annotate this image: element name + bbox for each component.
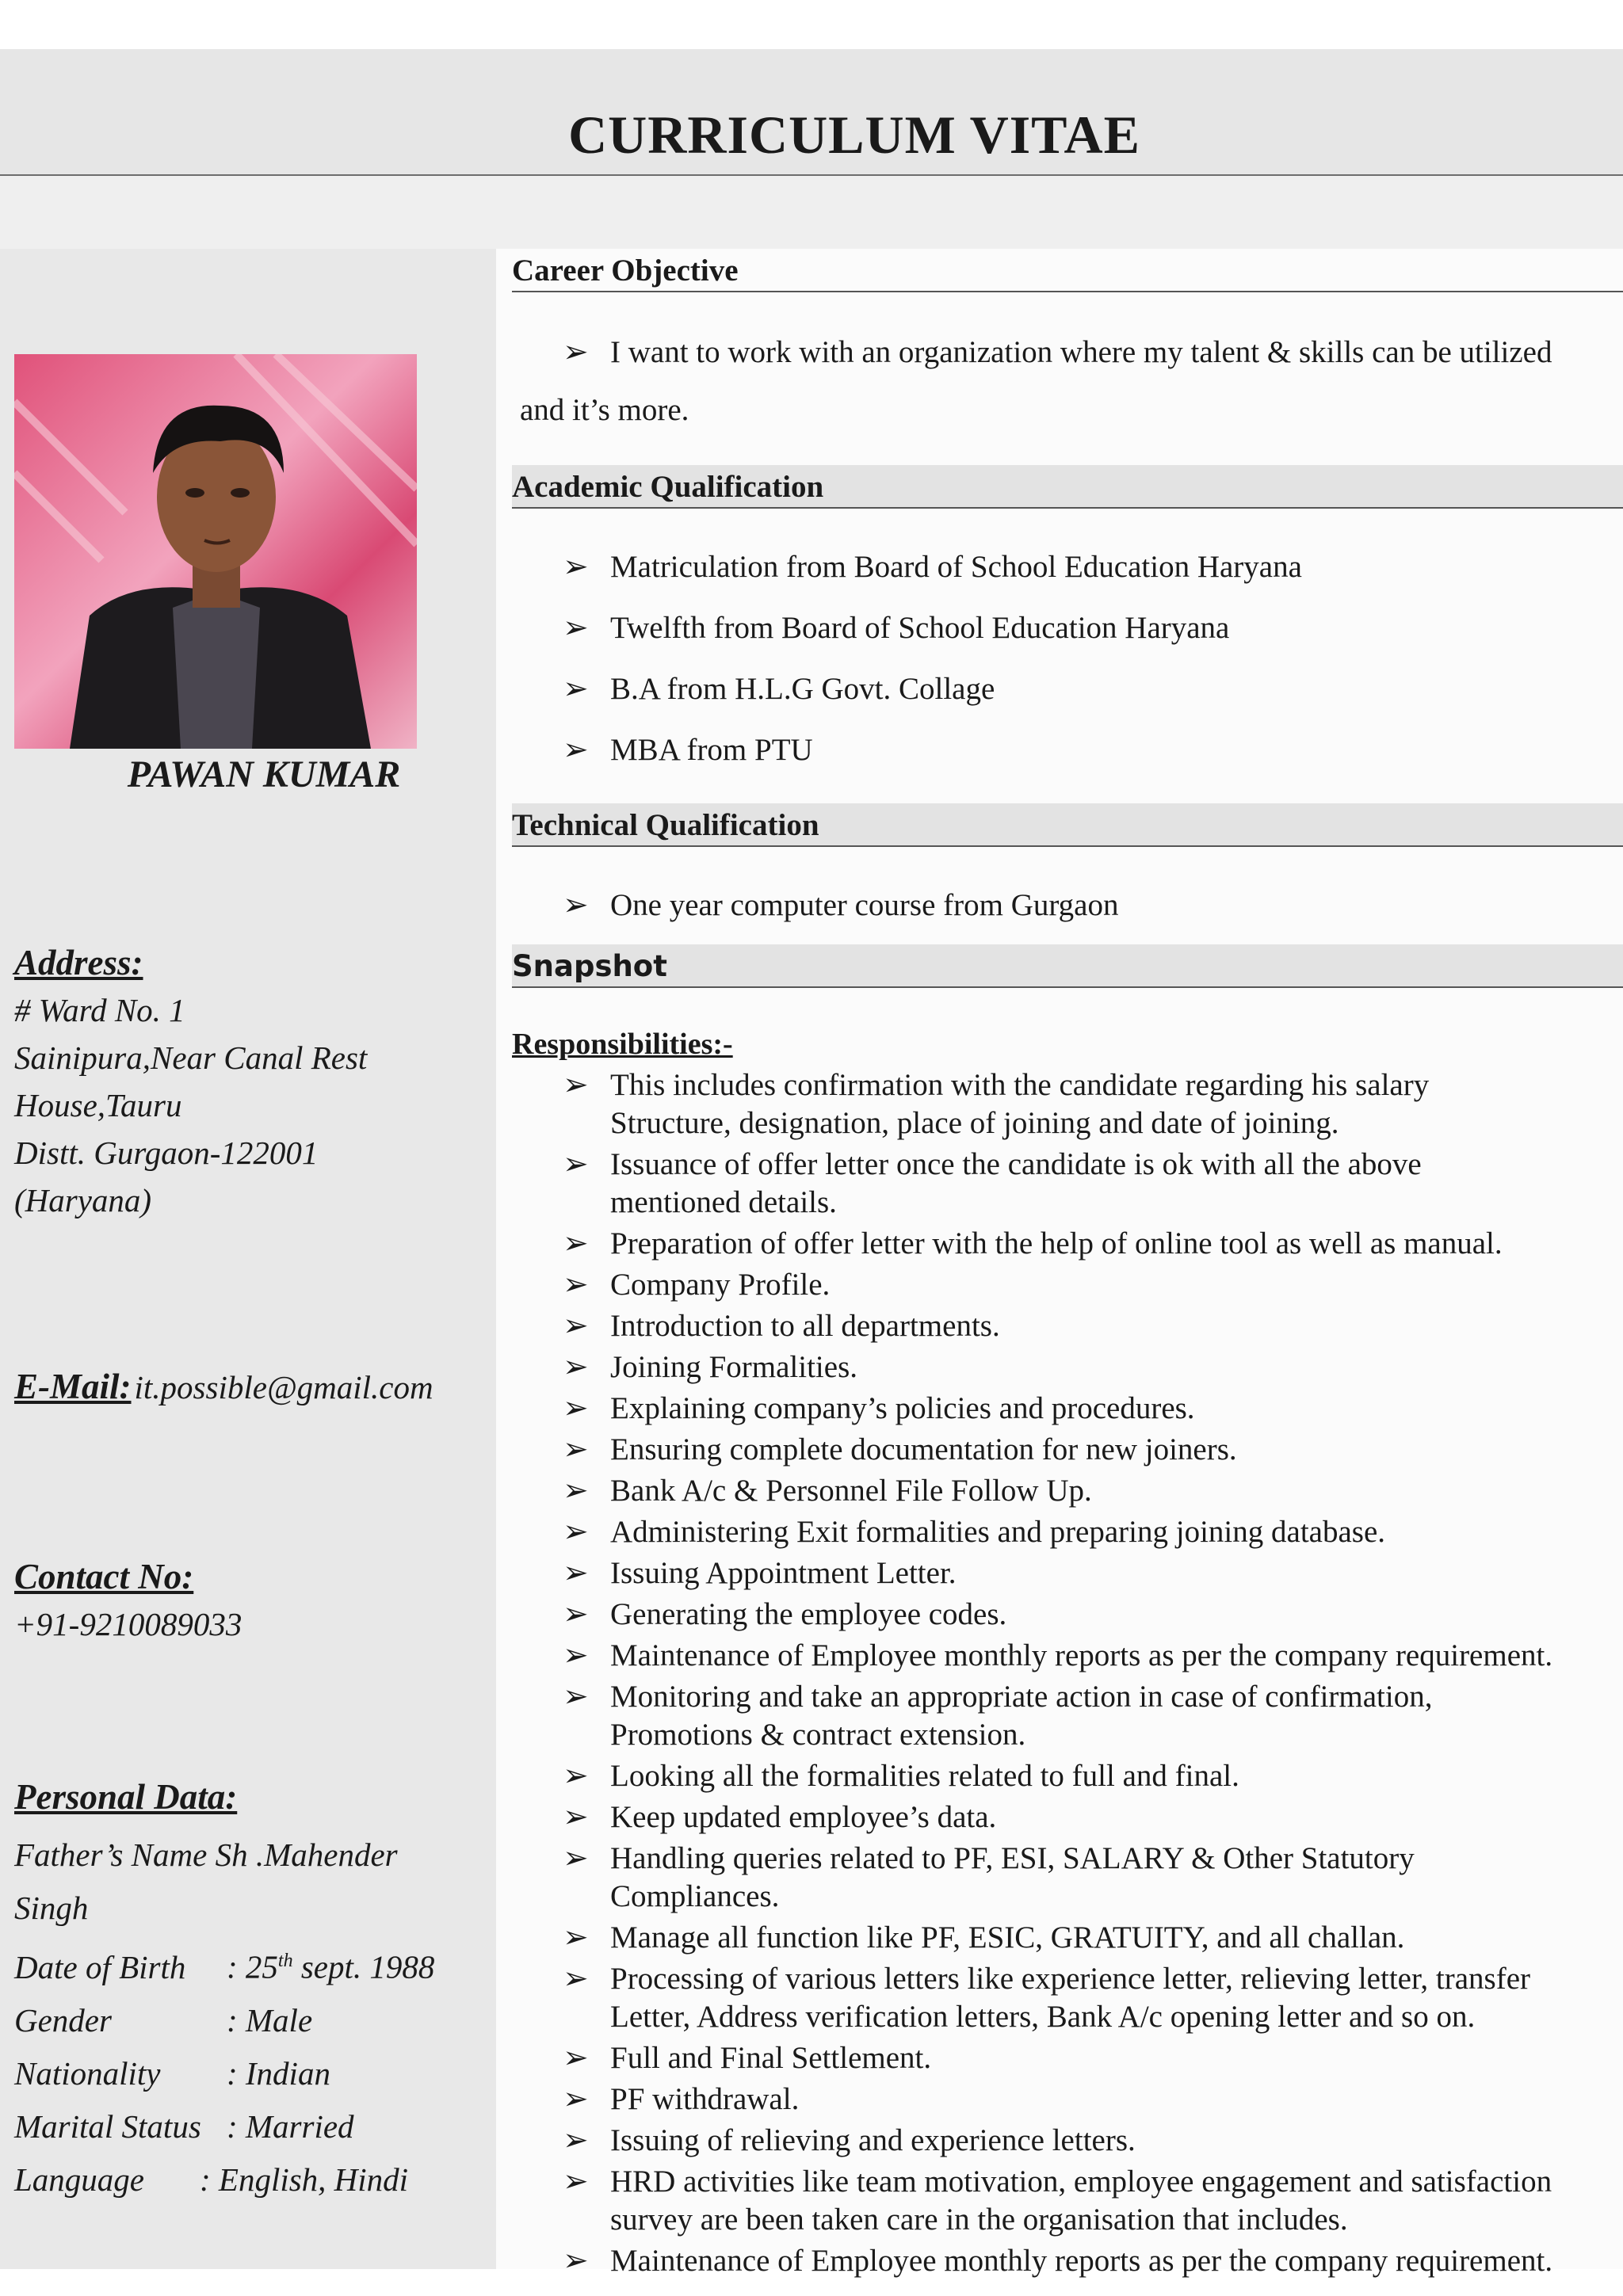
responsibility-item	[563, 1919, 1617, 1957]
responsibility-text-cont: Letter, Address verification letters, Bank A/c opening letter and so on.	[610, 2000, 1476, 2034]
email-heading: E-Mail:	[14, 1367, 132, 1406]
responsibility-text: Maintenance of Employee monthly reports as per the company requirement.	[610, 1638, 1553, 1672]
responsibility-text: Bank A/c & Personnel File Follow Up.	[610, 1474, 1092, 1508]
gender-value: : Male	[227, 2001, 313, 2039]
responsibility-item	[563, 2039, 1617, 2077]
responsibility-item	[563, 1554, 1617, 1592]
responsibility-text: Joining Formalities.	[610, 1350, 857, 1384]
responsibility-text: Introduction to all departments.	[610, 1309, 1000, 1343]
address-heading: Address:	[14, 943, 143, 982]
responsibility-item	[563, 2122, 1617, 2160]
marital-label: Marital Status	[14, 2107, 201, 2145]
title-band	[0, 49, 1623, 176]
responsibility-item	[563, 1146, 1617, 1222]
nationality-value: : Indian	[227, 2054, 330, 2092]
bullet-arrow-icon: ➢	[563, 611, 589, 645]
bullet-arrow-icon: ➢	[563, 1391, 589, 1425]
responsibility-item	[563, 1798, 1617, 1836]
bullet-arrow-icon: ➢	[563, 1597, 589, 1631]
technical-item-text: One year computer course from Gurgaon	[610, 888, 1119, 922]
email-block	[14, 1363, 433, 1410]
contact-block	[14, 1553, 490, 1648]
bullet-arrow-icon: ➢	[563, 1920, 589, 1955]
bullet-arrow-icon: ➢	[563, 1556, 589, 1590]
dob-row	[14, 1935, 490, 1994]
father-name-line-cont: Singh	[14, 1890, 89, 1926]
bullet-arrow-icon: ➢	[563, 1147, 589, 1181]
academic-item-text: Twelfth from Board of School Education Haryana	[610, 611, 1230, 645]
responsibility-text: PF withdrawal.	[610, 2082, 800, 2116]
personal-data-heading: Personal Data:	[14, 1777, 238, 1817]
candidate-name: PAWAN KUMAR	[127, 753, 401, 795]
bullet-arrow-icon: ➢	[563, 1638, 589, 1672]
nationality-label: Nationality	[14, 2054, 161, 2092]
responsibility-text: Preparation of offer letter with the help of online tool as well as manual.	[610, 1226, 1503, 1261]
career-objective-heading: Career Objective	[512, 249, 1623, 292]
responsibility-text-cont: mentioned details.	[610, 1185, 837, 1219]
responsibility-text: Manage all function like PF, ESIC, GRATUITY, and all challan.	[610, 1920, 1405, 1955]
bullet-arrow-icon: ➢	[563, 2082, 589, 2116]
responsibility-item	[563, 1431, 1617, 1469]
responsibility-text: Ensuring complete documentation for new joiners.	[610, 1432, 1237, 1466]
language-value: : English, Hindi	[200, 2161, 409, 2198]
bullet-arrow-icon: ➢	[563, 2123, 589, 2157]
responsibility-item	[563, 1637, 1617, 1675]
bullet-arrow-icon: ➢	[563, 1226, 589, 1261]
responsibility-item	[563, 1596, 1617, 1634]
responsibility-text: Issuing of relieving and experience letters.	[610, 2123, 1136, 2157]
responsibility-item	[563, 1266, 1617, 1304]
responsibility-text: Explaining company’s policies and procedures.	[610, 1391, 1195, 1425]
gender-row	[14, 1994, 490, 2047]
dob-value: : 25	[227, 1948, 278, 1985]
bullet-arrow-icon: ➢	[563, 1515, 589, 1549]
address-block	[14, 939, 490, 1224]
bullet-arrow-icon: ➢	[563, 1309, 589, 1343]
bullet-arrow-icon: ➢	[563, 888, 589, 922]
bullet-arrow-icon: ➢	[563, 733, 589, 767]
responsibility-text: Monitoring and take an appropriate action in case of confirmation,	[610, 1680, 1433, 1714]
marital-value: : Married	[227, 2107, 354, 2145]
academic-item-text: Matriculation from Board of School Education Haryana	[610, 550, 1302, 584]
responsibility-text-cont: Compliances.	[610, 1879, 780, 1913]
bullet-arrow-icon: ➢	[563, 1759, 589, 1793]
dob-suffix: th	[277, 1951, 293, 1971]
document-title: CURRICULUM VITAE	[568, 105, 1140, 165]
responsibility-item	[563, 1757, 1617, 1795]
responsibility-item	[563, 1513, 1617, 1551]
responsibility-item	[563, 2163, 1617, 2239]
nationality-row	[14, 2047, 490, 2100]
portrait-illustration	[14, 354, 417, 749]
academic-heading: Academic Qualification	[512, 465, 1623, 509]
responsibility-text: Handling queries related to PF, ESI, SALARY & Other Statutory	[610, 1841, 1415, 1875]
bullet-arrow-icon: ➢	[563, 335, 589, 369]
bullet-arrow-icon: ➢	[563, 1432, 589, 1466]
responsibility-text: Issuing Appointment Letter.	[610, 1556, 957, 1590]
address-line: Distt. Gurgaon-122001	[14, 1135, 319, 1171]
responsibilities-list	[563, 1066, 1617, 2283]
address-line: (Haryana)	[14, 1182, 152, 1219]
responsibility-item	[563, 1066, 1617, 1142]
responsibility-text: Looking all the formalities related to full and final.	[610, 1759, 1239, 1793]
responsibility-text: HRD activities like team motivation, employee engagement and satisfaction	[610, 2164, 1552, 2199]
bullet-arrow-icon: ➢	[563, 1068, 589, 1102]
email-value[interactable]: it.possible@gmail.com	[134, 1369, 433, 1405]
responsibility-item	[563, 1307, 1617, 1345]
responsibility-item	[563, 1472, 1617, 1510]
responsibility-item	[563, 1225, 1617, 1263]
responsibility-text: Keep updated employee’s data.	[610, 1800, 997, 1834]
marital-row	[14, 2100, 490, 2153]
responsibility-item	[563, 2242, 1617, 2280]
career-objective-text-cont: and it’s more.	[520, 393, 689, 427]
responsibility-text: This includes confirmation with the candidate regarding his salary	[610, 1068, 1430, 1102]
father-name-line: Father’s Name Sh .Mahender	[14, 1836, 398, 1873]
address-line: # Ward No. 1	[14, 992, 185, 1028]
personal-data-block	[14, 1773, 490, 2206]
bullet-arrow-icon: ➢	[563, 1800, 589, 1834]
responsibility-item	[563, 1390, 1617, 1428]
bullet-arrow-icon: ➢	[563, 1962, 589, 1996]
dob-label: Date of Birth	[14, 1948, 186, 1985]
responsibility-text: Company Profile.	[610, 1268, 831, 1302]
bullet-arrow-icon: ➢	[563, 1680, 589, 1714]
bullet-arrow-icon: ➢	[563, 1350, 589, 1384]
address-line: House,Tauru	[14, 1087, 182, 1123]
gender-label: Gender	[14, 2001, 112, 2039]
responsibility-item	[563, 1840, 1617, 1916]
bullet-arrow-icon: ➢	[563, 550, 589, 584]
spacer-band	[0, 176, 1623, 249]
language-row	[14, 2153, 490, 2206]
profile-photo	[14, 354, 417, 749]
dob-rest: sept. 1988	[292, 1948, 435, 1985]
contact-value: +91-9210089033	[14, 1606, 242, 1642]
bullet-arrow-icon: ➢	[563, 2244, 589, 2278]
academic-item-text: MBA from PTU	[610, 733, 813, 767]
responsibilities-heading: Responsibilities:-	[512, 1028, 733, 1061]
career-objective-text: I want to work with an organization where my talent & skills can be utilized	[610, 335, 1552, 369]
academic-item-text: B.A from H.L.G Govt. Collage	[610, 672, 995, 706]
bullet-arrow-icon: ➢	[563, 1474, 589, 1508]
bullet-arrow-icon: ➢	[563, 2164, 589, 2199]
responsibility-text-cont: survey are been taken care in the organisation that includes.	[610, 2203, 1348, 2237]
technical-heading: Technical Qualification	[512, 803, 1623, 847]
bullet-arrow-icon: ➢	[563, 1841, 589, 1875]
responsibility-text: Processing of various letters like experience letter, relieving letter, transfer	[610, 1962, 1530, 1996]
responsibility-item	[563, 1678, 1617, 1754]
responsibility-text: Issuance of offer letter once the candidate is ok with all the above	[610, 1147, 1422, 1181]
bullet-arrow-icon: ➢	[563, 672, 589, 706]
responsibility-text-cont: Structure, designation, place of joining and date of joining.	[610, 1106, 1339, 1140]
responsibility-item	[563, 1348, 1617, 1386]
responsibility-text: Full and Final Settlement.	[610, 2041, 932, 2075]
responsibility-text: Administering Exit formalities and preparing joining database.	[610, 1515, 1386, 1549]
bullet-arrow-icon: ➢	[563, 2041, 589, 2075]
contact-heading: Contact No:	[14, 1557, 194, 1596]
responsibility-text: Maintenance of Employee monthly reports as per the company requirement.	[610, 2244, 1553, 2278]
responsibility-item	[563, 2081, 1617, 2119]
responsibility-text: Generating the employee codes.	[610, 1597, 1007, 1631]
responsibility-item	[563, 1960, 1617, 2036]
snapshot-heading: Snapshot	[512, 944, 1623, 988]
responsibility-text-cont: Promotions & contract extension.	[610, 1718, 1026, 1752]
bullet-arrow-icon: ➢	[563, 1268, 589, 1302]
address-line: Sainipura,Near Canal Rest	[14, 1039, 368, 1076]
language-label: Language	[14, 2161, 144, 2198]
